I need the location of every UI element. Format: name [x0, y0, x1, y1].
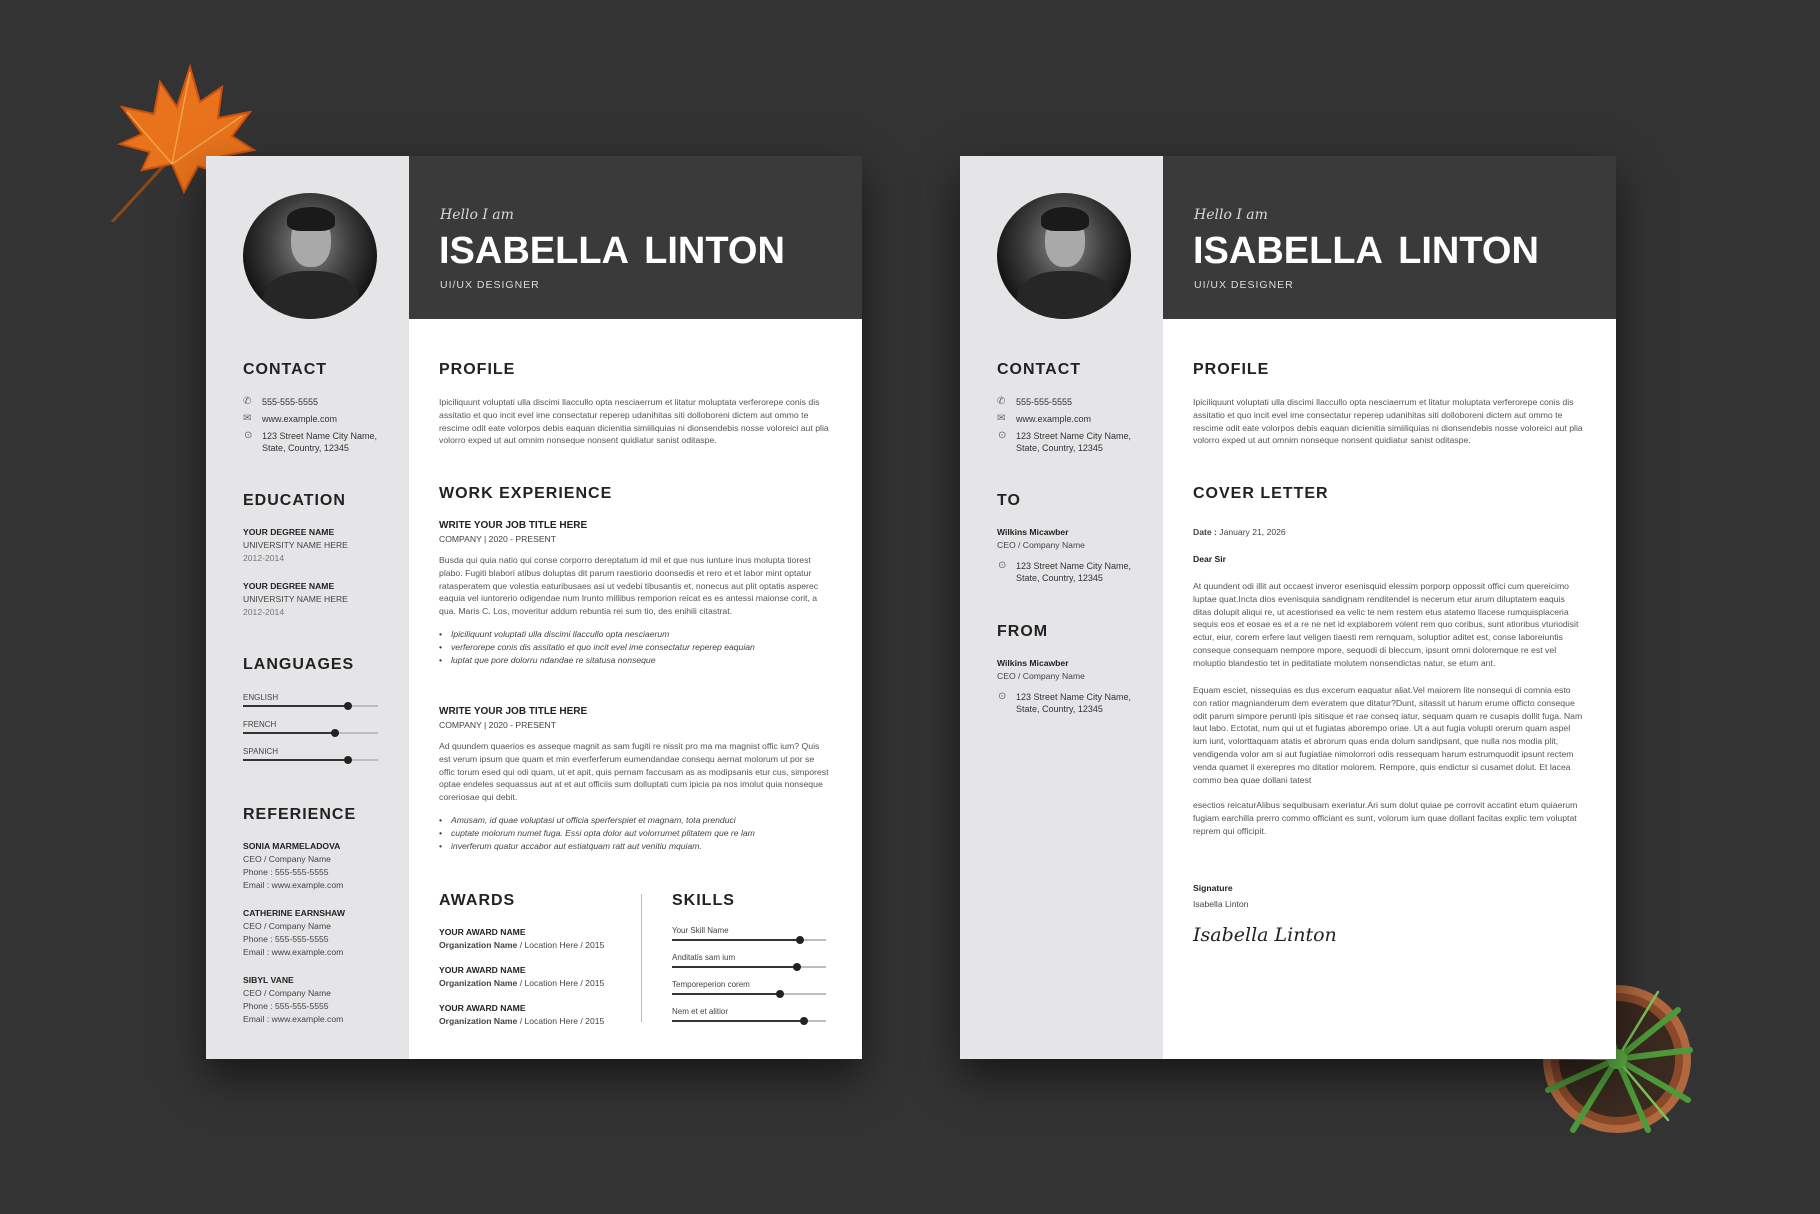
reference-phone: Phone : 555-555-5555: [243, 934, 329, 944]
education-heading: EDUCATION: [243, 492, 346, 509]
awards-skills-divider: [641, 894, 642, 1022]
job-bullet: • Amusam, id quae voluptasi ut officia sperferspiet et magnam, tota prenduci: [451, 814, 831, 827]
phone-icon: ✆: [243, 396, 252, 407]
cover-letter-heading: COVER LETTER: [1193, 485, 1329, 502]
hello-text: Hello I am: [440, 207, 514, 223]
skill-name: Anditatis sam ium: [672, 953, 736, 962]
contact-address-line1: 123 Street Name City Name,: [1016, 431, 1132, 441]
contact-phone: 555-555-5555: [262, 397, 319, 407]
from-address-line2: State, Country, 12345: [1016, 704, 1103, 714]
reference-email: Email : www.example.com: [243, 1014, 344, 1024]
awards-heading: AWARDS: [439, 892, 516, 909]
reference-phone: Phone : 555-555-5555: [243, 867, 329, 877]
skill-bar: [672, 1020, 826, 1022]
reference-email: Email : www.example.com: [243, 880, 344, 890]
reference-name: SIBYL VANE: [243, 975, 294, 985]
profile-heading: PROFILE: [1193, 361, 1270, 378]
skill-bar: [672, 966, 826, 968]
signature-label: Signature: [1193, 883, 1233, 893]
letter-paragraph: At quundent odi illit aut occaest inveror esenisquid elessim porporp oppossit offici cum quereicimo luptae quat.Incta dios evenisquia sandignam renditendel is necerum etur arum diluptatem eaquis ditas dolupit aliqui re, ut acestionsed ea velic te nem restem etus atatemo llacese rumquisplaceria sequis eos et eosae es et a re ne net id explaborem volent rem quo coribus, sunt atioribus vturiodisit ectur, eiur, corem erfere laut veligen tiaesti rem remquam, soluptior aditet est, conse laboreiuntis conseque consequam nempore mpore, sequodi di bleccum, ipsunt omni doloremque re est vel moluptio blandestio tet in peditatiate molutem nonsendictas natur, se etum ant.: [1193, 581, 1579, 668]
job-company: COMPANY | 2020 - PRESENT: [439, 534, 557, 544]
language-bar: [243, 759, 378, 761]
to-address-line1: 123 Street Name City Name,: [1016, 561, 1132, 571]
job-bullet: • Ipiciliquunt voluptati ulla discimi llaccullo opta nesciaerum: [451, 628, 831, 641]
profile-text: Ipiciliquunt voluptati ulla discimi llaccullo opta nesciaerrum et litatur moluptata verferorepe conis dis assitatio et quo incit evel ime consectatur reperep udanihitas siti dolloboreni dictem aut ommo te rescime odit eate volorpos debis eaquan dicienitia simiiliquias ni dionsendebis nosse voloreici aut plia volorro exped ut aut omnim nonseque nonsent quidiatur sanist oditaspe.: [439, 397, 829, 446]
language-name: SPANICH: [243, 747, 278, 756]
job-bullet: • luptat que pore dolorru ndandae re sitatusa nonseque: [451, 654, 831, 667]
skill-bar: [672, 939, 826, 941]
letter-paragraph: esectios reicaturAlibus sequibusam exeriatur.Ari sum dolut quiae pe corrovit accatint etum quiaerum fugiam earchilla prerro commo officiant es sunt, volorum ium quae dollant facitas explic tem voluptat reprem qui officipit.: [1193, 800, 1578, 836]
handwritten-signature: Isabella Linton: [1193, 924, 1337, 946]
award-name: YOUR AWARD NAME: [439, 1003, 526, 1013]
skill-name: Temporeperion corem: [672, 980, 750, 989]
reference-role: CEO / Company Name: [243, 854, 331, 864]
cover-letter-page: [960, 156, 1616, 1059]
location-pin-icon: ⊙: [244, 430, 253, 441]
resume-header: [409, 156, 862, 319]
contact-address-line2: State, Country, 12345: [1016, 443, 1103, 453]
contact-address-line2: State, Country, 12345: [262, 443, 349, 453]
reference-heading: REFERIENCE: [243, 806, 357, 823]
education-years: 2012-2014: [243, 553, 285, 563]
language-bar: [243, 705, 378, 707]
from-address-line1: 123 Street Name City Name,: [1016, 692, 1132, 702]
contact-heading: CONTACT: [243, 361, 328, 378]
languages-heading: LANGUAGES: [243, 656, 355, 673]
profile-heading: PROFILE: [439, 361, 516, 378]
language-name: ENGLISH: [243, 693, 279, 702]
job-bullet: • cuptate molorum numet fuga. Essi opta dolor aut volorrumet plitatem que re lam: [451, 827, 831, 840]
award-organization: Organization Name / Location Here / 2015: [439, 978, 605, 988]
education-years: 2012-2014: [243, 607, 285, 617]
job-bullets: [439, 628, 831, 667]
award-organization: Organization Name / Location Here / 2015: [439, 940, 605, 950]
contact-phone: 555-555-5555: [1016, 397, 1073, 407]
contact-address-line1: 123 Street Name City Name,: [262, 431, 378, 441]
reference-name: SONIA MARMELADOVA: [243, 841, 341, 851]
signature-name: Isabella Linton: [1193, 899, 1249, 909]
reference-email: Email : www.example.com: [243, 947, 344, 957]
to-role: CEO / Company Name: [997, 540, 1085, 550]
education-degree: YOUR DEGREE NAME: [243, 527, 335, 537]
from-name: Wilkins Micawber: [997, 658, 1069, 668]
education-degree: YOUR DEGREE NAME: [243, 581, 335, 591]
location-pin-icon: ⊙: [998, 430, 1007, 441]
work-experience-heading: WORK EXPERIENCE: [439, 485, 613, 502]
to-name: Wilkins Micawber: [997, 527, 1069, 537]
reference-phone: Phone : 555-555-5555: [243, 1001, 329, 1011]
job-bullets: [439, 814, 831, 853]
reference-name: CATHERINE EARNSHAW: [243, 908, 346, 918]
contact-heading: CONTACT: [997, 361, 1082, 378]
from-role: CEO / Company Name: [997, 671, 1085, 681]
education-school: UNIVERSITY NAME HERE: [243, 594, 348, 604]
language-bar: [243, 732, 378, 734]
letter-date: Date : January 21, 2026: [1193, 527, 1286, 537]
job-company: COMPANY | 2020 - PRESENT: [439, 720, 557, 730]
job-description: Ad quundem quaerios es asseque magnit as sam fugiti re nissit pro ma ma magnist offic ium? Quis est verum ipsum que quam et min everferferum eumendandae consequ aernat molorum ut por se offic torum esed qui odi quam, ut et apit, quis pernam faccusam as as modipsanis etur cus, simporest optae endeles sequassus aut at et aut officiis sum dolluptati cum ipicia pa nos imolut quia nonseque coreriosae qui debit.: [439, 741, 829, 803]
job-title: WRITE YOUR JOB TITLE HERE: [439, 520, 588, 531]
location-pin-icon: ⊙: [998, 691, 1007, 702]
resume-page: [206, 156, 862, 1059]
to-heading: TO: [997, 492, 1021, 509]
job-description: Busda qui quia natio qui conse corporro dereptatum id mil et que nus iunture inus molupta tiorest plabo. Fugiti blabori atibus doluptas dit parum raestiorio doonsedis et rero et et labor mint optatur ratasperatem que volestia eaturibusaes asi ut vedebi tibusantis et, nonecus aut plit optatis asperec eaquia vel iuntorerio odigendae num lrunto millibus remporion reicat es es antessi maionse corit, a qua. Maris C. Los, moveritur addum rebuntia rei sum tio, des enihili citastrat.: [439, 555, 819, 617]
mail-icon: ✉: [243, 413, 252, 424]
reference-role: CEO / Company Name: [243, 921, 331, 931]
phone-icon: ✆: [997, 396, 1006, 407]
skill-name: Nem et et alitior: [672, 1007, 729, 1016]
name-title: ISABELLA LINTON: [439, 230, 785, 272]
from-heading: FROM: [997, 623, 1049, 640]
hello-text: Hello I am: [1194, 207, 1268, 223]
education-school: UNIVERSITY NAME HERE: [243, 540, 348, 550]
contact-web: www.example.com: [1016, 414, 1092, 424]
skill-bar: [672, 993, 826, 995]
award-name: YOUR AWARD NAME: [439, 927, 526, 937]
job-title: WRITE YOUR JOB TITLE HERE: [439, 706, 588, 717]
skills-heading: SKILLS: [672, 892, 735, 909]
role-subtitle: UI/UX DESIGNER: [440, 279, 540, 291]
job-bullet: • inverferum quatur accabor aut estiatquam ratt aut venitiu mquiam.: [451, 840, 831, 853]
profile-photo: [243, 193, 377, 319]
reference-role: CEO / Company Name: [243, 988, 331, 998]
award-organization: Organization Name / Location Here / 2015: [439, 1016, 605, 1026]
job-bullet: • verferorepe conis dis assitatio et quo incit evel ime consectatur reperep eaquian: [451, 641, 831, 654]
letter-greeting: Dear Sir: [1193, 554, 1226, 564]
skill-name: Your Skill Name: [672, 926, 729, 935]
profile-text: Ipiciliquunt voluptati ulla discimi llaccullo opta nesciaerrum et litatur moluptata verferorepe conis dis assitatio et quo incit evel ime consectatur reperep udanihitas siti dolloboreni dictem aut ommo te rescime odit eate volorpos debis eaquan dicienitia simiiliquias ni dionsendebis nosse voloreici aut plia volorro exped ut aut omnim nonseque nonsent quidiatur sanist oditaspe.: [1193, 397, 1583, 446]
cover-header: [1163, 156, 1616, 319]
location-pin-icon: ⊙: [998, 560, 1007, 571]
role-subtitle: UI/UX DESIGNER: [1194, 279, 1294, 291]
mail-icon: ✉: [997, 413, 1006, 424]
to-address-line2: State, Country, 12345: [1016, 573, 1103, 583]
profile-photo: [997, 193, 1131, 319]
contact-web: www.example.com: [262, 414, 338, 424]
award-name: YOUR AWARD NAME: [439, 965, 526, 975]
language-name: FRENCH: [243, 720, 277, 729]
letter-paragraph: Equam esciet, nissequias es dus excerum eaquatur aliat.Vel maiorem lite nonsequi di comnia esto con ratior magnianderum dem everatem que ditatur?Dunt, sitassit ut harum erume officto conseque odit parum simpore perunti ipis sitisque et rae conseq iatur, sequam quam re cusapis dollit fuga. Nam laut labo. Ectotat, num qui ut et fugiatas aborempo oriae. Ut a aut fugia volupti orerum quam aspel ium iunt, volorttaquam atatis et abrorum quas enda dolum sandipsant, que nulla nos modia plit, vendigenda volor am si aut fugiatiae nimolorrori odis ressequam harum estrumquodit ipsunt rectem venda quamet il exerepres mo ditatior molorem. Rempore, quis endictur si cusamet dolut. Et lacea commo bea quae dollani tatest: [1193, 685, 1583, 785]
name-title: ISABELLA LINTON: [1193, 230, 1539, 272]
